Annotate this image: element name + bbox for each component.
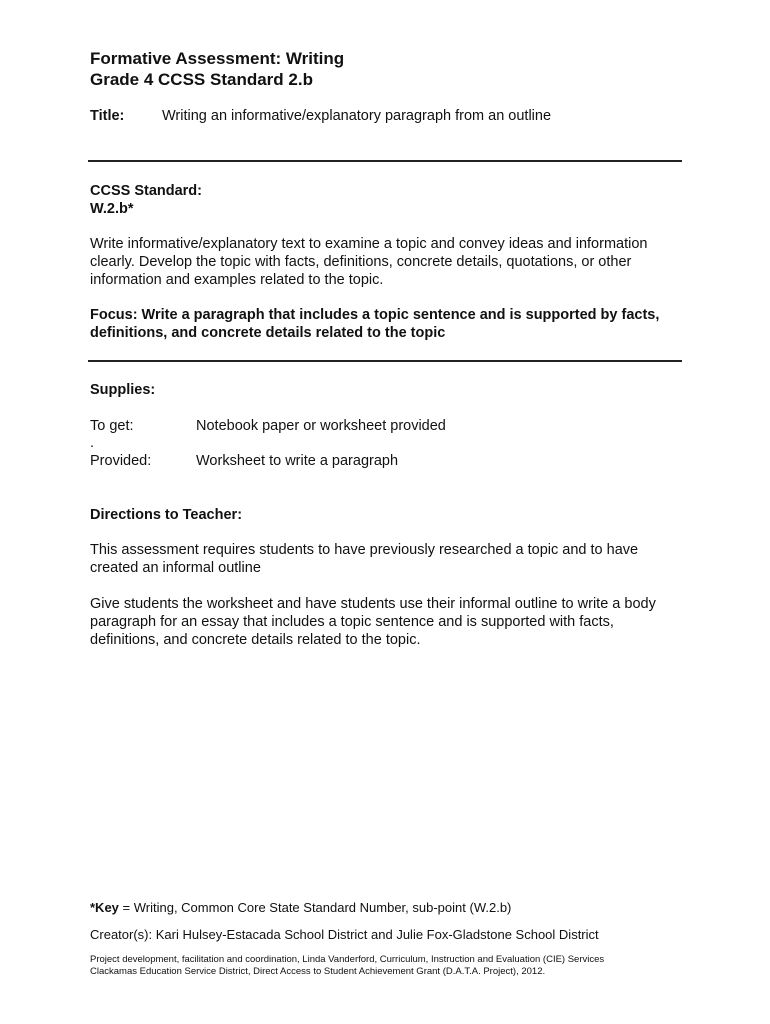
supplies-provided-value: Worksheet to write a paragraph	[196, 453, 399, 469]
standard-description: Write informative/explanatory text to examine a topic and convey ideas and information clearly. Develop the topic with facts, definitions, concrete details, quotations, or other information and examples related to the topic.	[90, 236, 648, 288]
supplies-to-get-label: To get:	[90, 418, 134, 434]
standard-heading: CCSS Standard:	[90, 183, 202, 199]
footer-key-text: = Writing, Common Core State Standard Number, sub-point (W.2.b)	[118, 900, 512, 915]
divider-2	[88, 360, 682, 362]
supplies-provided-label: Provided:	[90, 453, 152, 469]
supplies-dot: .	[90, 435, 95, 451]
doc-title-line2: Grade 4 CCSS Standard 2.b	[90, 70, 313, 89]
footer-key-note	[90, 900, 511, 916]
footer-credit-line2: Clackamas Education Service District, Direct Access to Student Achievement Grant (D.A.T.A. Project), 2012.	[90, 966, 546, 977]
divider-1	[88, 160, 682, 162]
supplies-to-get-value: Notebook paper or worksheet provided	[196, 418, 446, 434]
title-value: Writing an informative/explanatory paragraph from an outline	[162, 108, 552, 124]
title-label: Title:	[90, 108, 125, 124]
directions-heading: Directions to Teacher:	[90, 507, 243, 523]
doc-title-line1: Formative Assessment: Writing	[90, 49, 345, 68]
directions-paragraph-1: This assessment requires students to have previously researched a topic and to have created an informal outline	[90, 542, 639, 576]
standard-code: W.2.b*	[90, 201, 134, 217]
footer-creators: Creator(s): Kari Hulsey-Estacada School District and Julie Fox-Gladstone School District	[90, 927, 599, 942]
directions-paragraph-2: Give students the worksheet and have students use their informal outline to write a body paragraph for an essay that includes a topic sentence and is supported with facts, definitions, and concrete details related to the topic.	[90, 596, 656, 648]
footer-key-label: *Key	[90, 900, 119, 915]
supplies-heading: Supplies:	[90, 382, 156, 398]
footer-credit-line1: Project development, facilitation and coordination, Linda Vanderford, Curriculum, Instruction and Evaluation (CIE) Services	[90, 954, 605, 965]
focus-statement: Focus: Write a paragraph that includes a topic sentence and is supported by facts, definitions, and concrete details related to the topic	[90, 307, 660, 341]
